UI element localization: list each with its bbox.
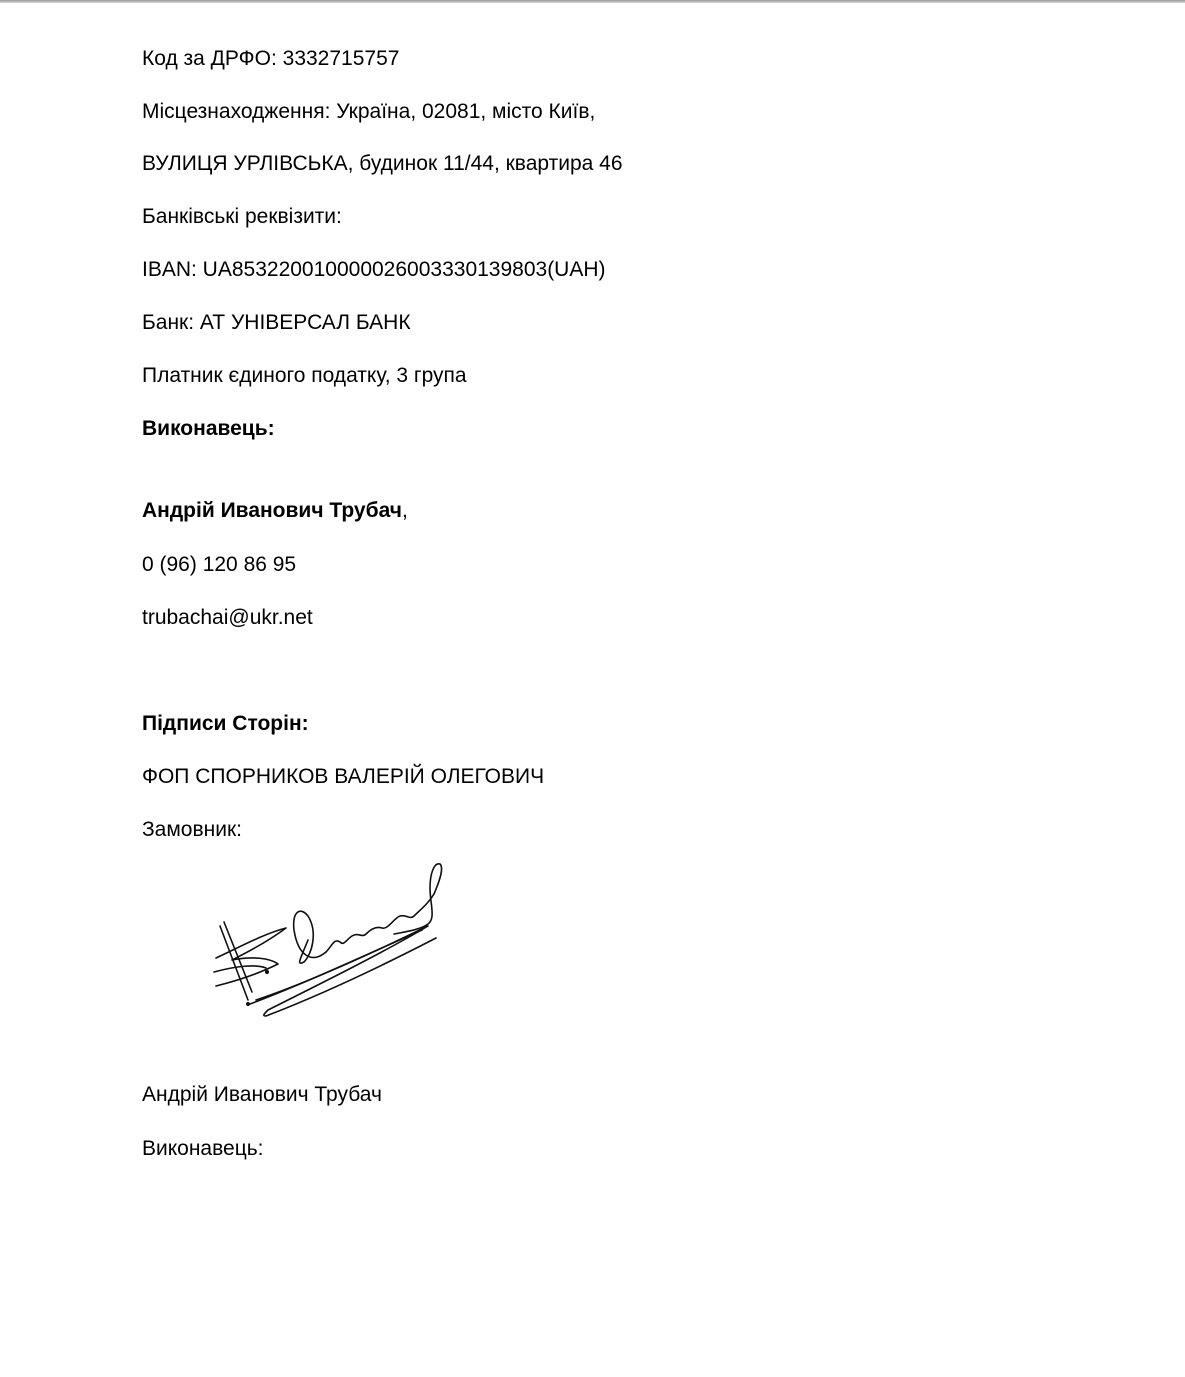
drfo-code-line: Код за ДРФО: 3332715757 bbox=[142, 47, 400, 70]
customer-name: ФОП СПОРНИКОВ ВАЛЕРІЙ ОЛЕГОВИЧ bbox=[142, 765, 545, 788]
address-line-2: ВУЛИЦЯ УРЛІВСЬКА, будинок 11/44, квартира 46 bbox=[142, 152, 623, 175]
executor-signature-label: Виконавець: bbox=[142, 1137, 264, 1160]
executor-name-line bbox=[142, 499, 408, 523]
bank-details-label: Банківські реквізити: bbox=[142, 205, 342, 228]
signatures-heading: Підписи Сторін: bbox=[142, 712, 309, 735]
tax-status-line: Платник єдиного податку, 3 група bbox=[142, 364, 467, 387]
handwritten-signature-image bbox=[208, 860, 453, 1022]
executor-phone: 0 (96) 120 86 95 bbox=[142, 553, 297, 576]
executor-email: trubachai@ukr.net bbox=[142, 606, 313, 629]
executor-name: Андрій Иванович Трубач bbox=[142, 499, 402, 522]
executor-heading: Виконавець: bbox=[142, 417, 275, 440]
executor-name-comma: , bbox=[401, 499, 408, 522]
customer-label: Замовник: bbox=[142, 818, 242, 841]
iban-line: IBAN: UA853220010000026003330139803(UAH) bbox=[142, 258, 606, 281]
bank-name-line: Банк: АТ УНІВЕРСАЛ БАНК bbox=[142, 311, 411, 334]
address-line-1: Місцезнаходження: Україна, 02081, місто Київ, bbox=[142, 100, 596, 123]
executor-signature-name: Андрій Иванович Трубач bbox=[142, 1083, 382, 1106]
